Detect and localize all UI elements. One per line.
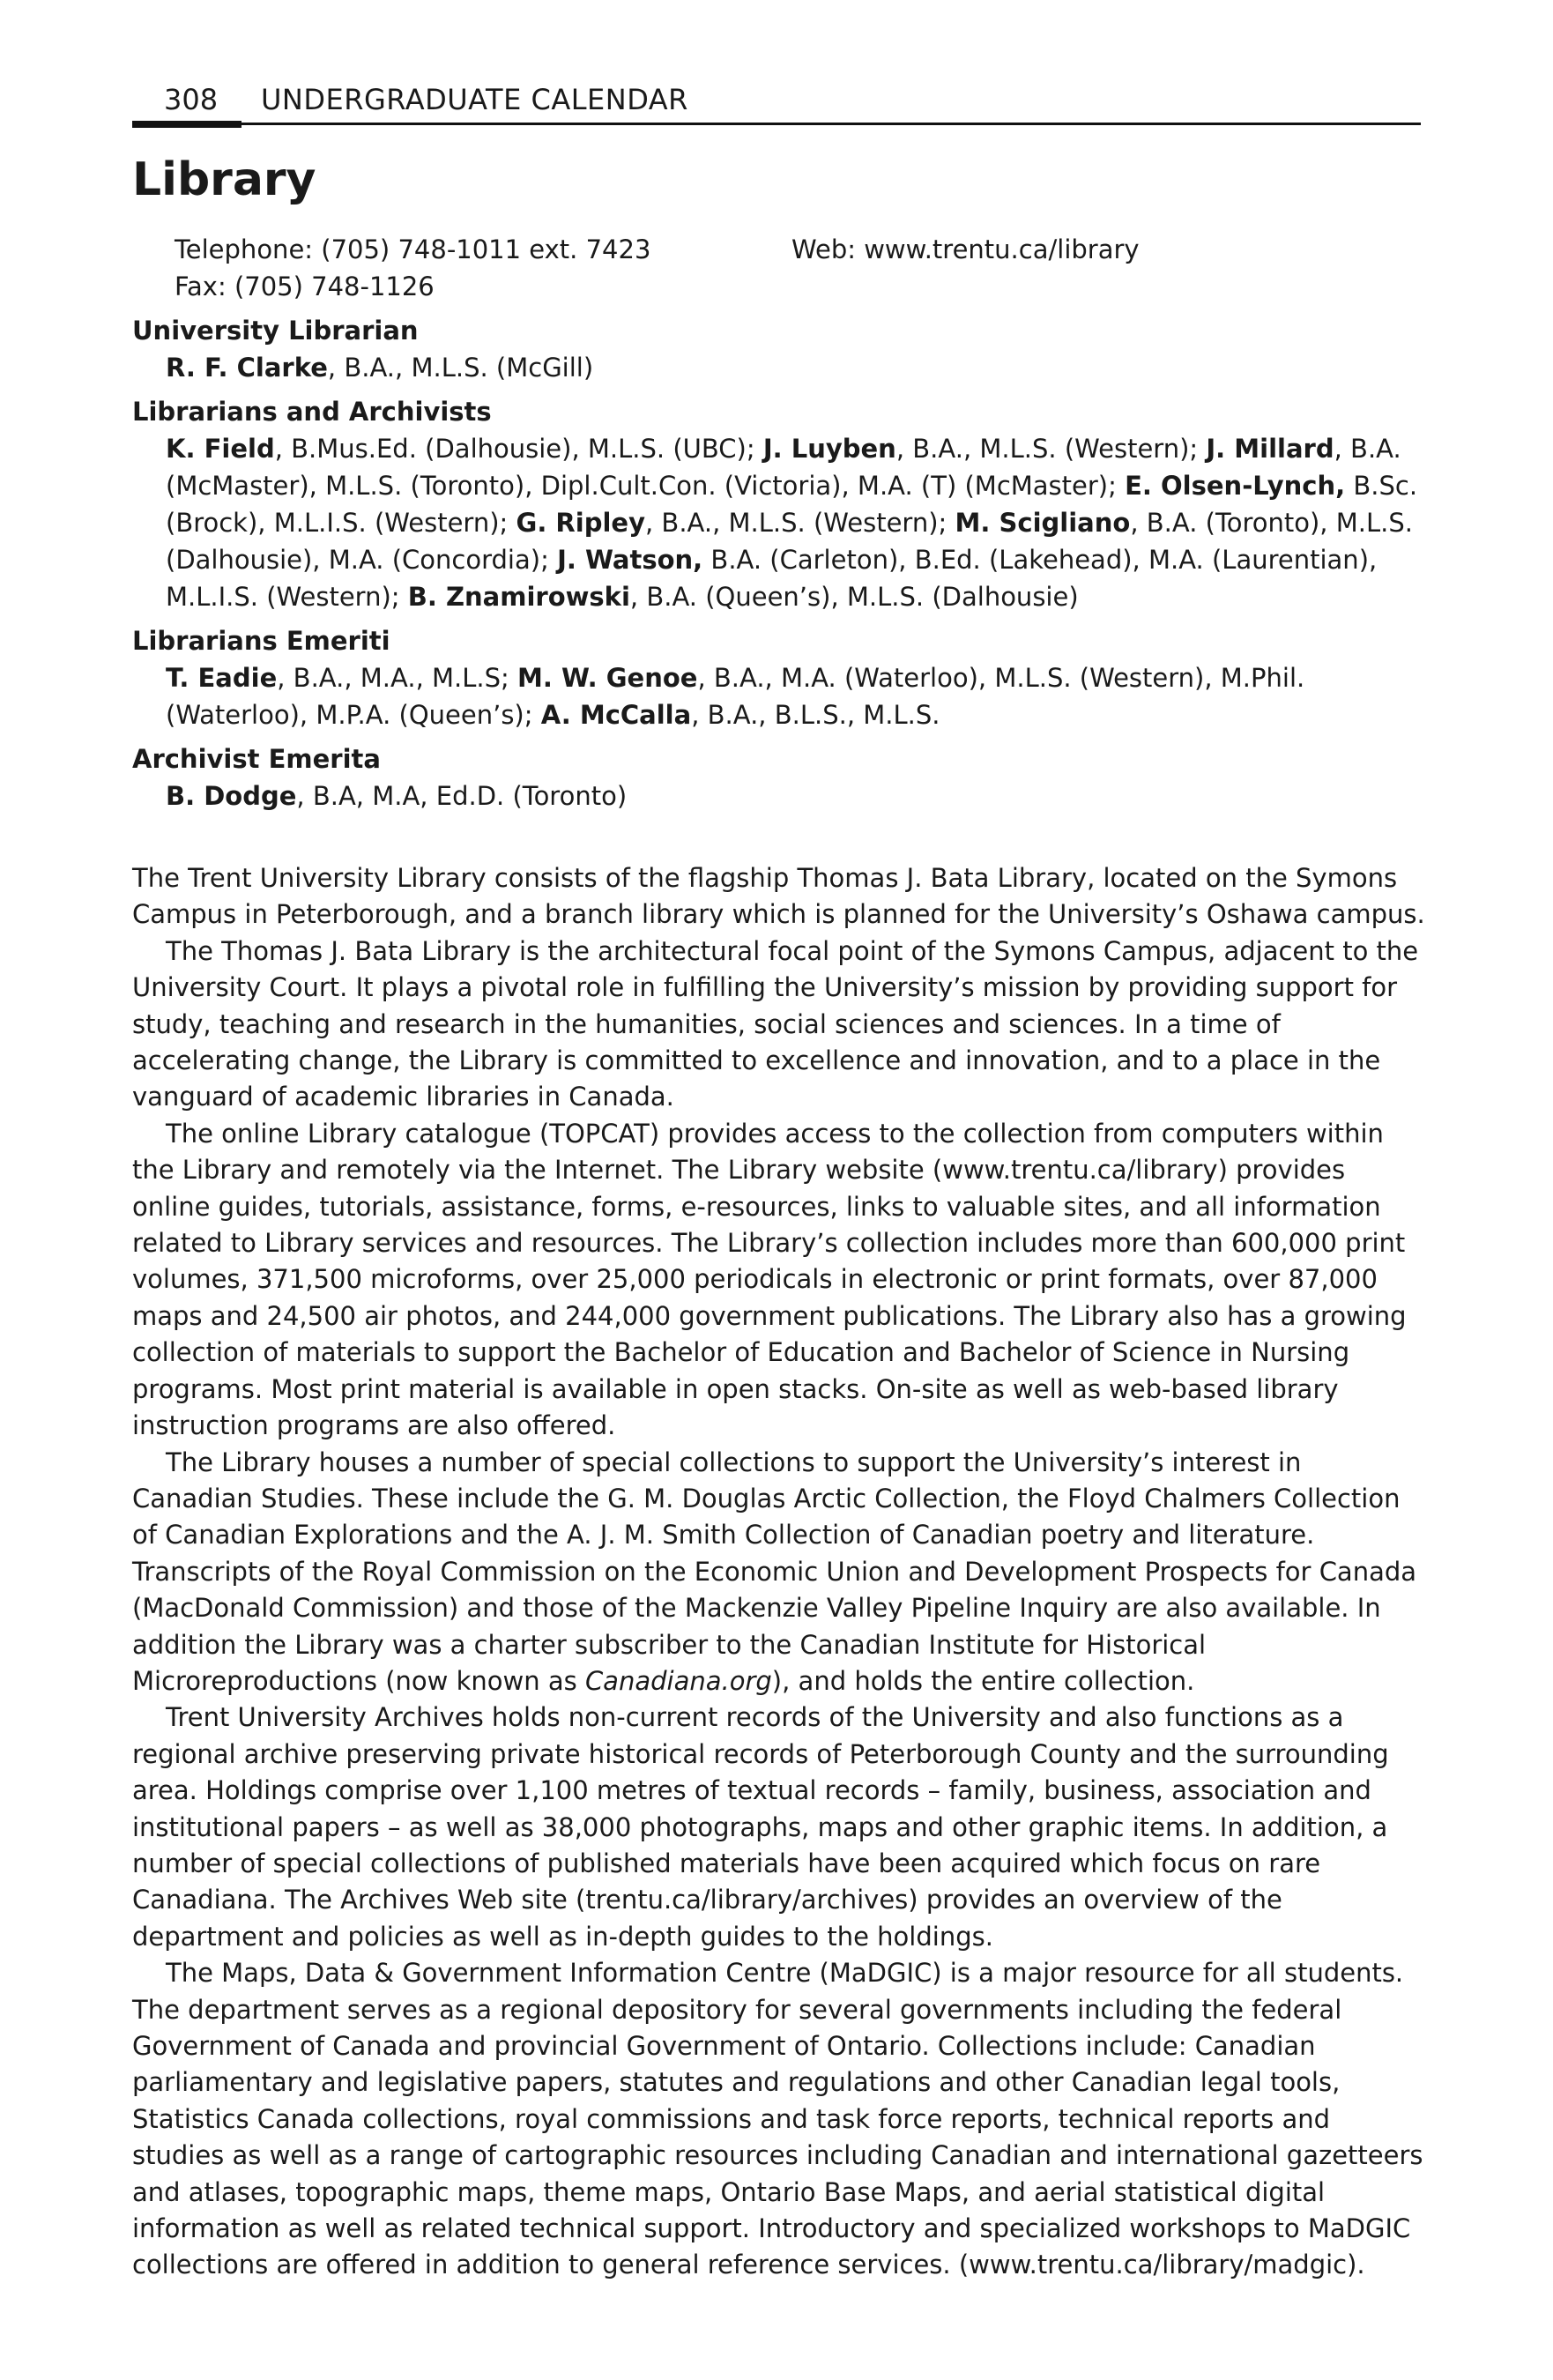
person-name: G. Ripley [516,508,645,538]
telephone: Telephone: (705) 748-1011 ext. 7423 [175,234,651,264]
librarians-emeriti-heading: Librarians Emeriti [132,626,390,656]
university-librarian-heading: University Librarian [132,316,419,346]
page-number: 308 [164,83,219,116]
person-credentials: B.Sc. (Brock), M.L.I.S. (Western); [166,471,1418,538]
librarians-archivists-heading: Librarians and Archivists [132,397,492,427]
person-credentials: , B.A., M.L.S. (McGill) [327,353,594,383]
person-credentials: , B.A., M.A., M.L.S; [277,663,518,693]
person-name: B. Dodge [166,781,297,811]
running-title: UNDERGRADUATE CALENDAR [261,83,688,116]
university-librarian-list [132,349,1428,386]
paragraph-madgic: The Maps, Data & Government Information Centre (MaDGIC) is a major resource for all students. The department serves as a regional depository for several governments including the federal Government of Canada and provincial Government of Ontario. Collections include: Canadian parliamentary and legislative papers, statutes and regulations and other Canadian legal tools, Statistics Canada collections, royal commissions and task force reports, technical reports and studies as well as a range of cartographic resources including Canadian and international gazetteers and atlases, topographic maps, theme maps, Ontario Base Maps, and aerial statistical digital information as well as related technical support. Introductory and specialized workshops to MaDGIC collections are offered in addition to general reference services. (www.trentu.ca/library/madgic). [132,1958,1423,2280]
paragraph-text: The Library houses a number of special collections to support the University’s interest in Canadian Studies. These include the G. M. Douglas Arctic Collection, the Floyd Chalmers Collection of Canadian Explorations and the A. J. M. Smith Collection of Canadian poetry and literature. Transcripts of the Royal Commission on the Economic Union and Development Prospects for Canada (MacDonald Commission) and those of the Mackenzie Valley Pipeline Inquiry are also available. In addition the Library was a charter subscriber to the Canadian Institute for Historical Microreproductions (now known as [132,1447,1417,1696]
person-credentials: , B.A. (McMaster), M.L.S. (Toronto), Dipl.Cult.Con. (Victoria), M.A. (T) (McMaster); [166,434,1401,501]
person-credentials: B.A. (Carleton), B.Ed. (Lakehead), M.A. (Laurentian), M.L.I.S. (Western); [166,545,1378,612]
archivist-emerita-heading: Archivist Emerita [132,744,381,774]
person-credentials: , B.Mus.Ed. (Dalhousie), M.L.S. (UBC); [274,434,763,464]
person-name: M. W. Genoe [517,663,698,693]
paragraph-text: ), and holds the entire collection. [771,1665,1195,1696]
person-credentials: , B.A., B.L.S., M.L.S. [691,700,940,730]
librarians-archivists-list [132,430,1428,615]
header-bar [132,121,241,128]
paragraph-catalogue: The online Library catalogue (TOPCAT) provides access to the collection from computers within the Library and remotely via the Internet. The Library website (www.trentu.ca/library) provides online guides, tutorials, assistance, forms, e-resources, links to valuable sites, and all information related to Library services and resources. The Library’s collection includes more than 600,000 print volumes, 371,500 microforms, over 25,000 periodicals in electronic or print formats, over 87,000 maps and 24,500 air photos, and 244,000 government publications. The Library also has a growing collection of materials to support the Bachelor of Education and Bachelor of Science in Nursing programs. Most print material is available in open stacks. On-site as well as web-based library instruction programs are also offered. [132,1118,1407,1441]
header-rule [132,123,1421,125]
body-text [132,860,1426,2284]
person-name: A. McCalla [540,700,692,730]
paragraph-bata-library: The Thomas J. Bata Library is the architectural focal point of the Symons Campus, adjacent to the University Court. It plays a pivotal role in fulfilling the University’s mission by providing support for study, teaching and research in the humanities, social sciences and sciences. In a time of accelerating change, the Library is committed to excellence and innovation, and to a place in the vanguard of academic libraries in Canada. [132,935,1419,1112]
paragraph-overview: The Trent University Library consists of the flagship Thomas J. Bata Library, located on the Symons Campus in Peterborough, and a branch library which is planned for the University’s Oshawa campus. [132,863,1425,930]
person-credentials: , B.A., M.L.S. (Western); [644,508,955,538]
person-credentials: , B.A. (Toronto), M.L.S. (Dalhousie), M.A. (Concordia); [166,508,1413,575]
person-name: J. Watson, [557,545,703,575]
person-name: B. Znamirowski [407,582,630,612]
paragraph-archives: Trent University Archives holds non-current records of the University and also functions as a regional archive preserving private historical records of Peterborough County and the surrounding area. Holdings comprise over 1,100 metres of textual records – family, business, association and institutional papers – as well as 38,000 photographs, maps and other graphic items. In addition, a number of special collections of published materials have been acquired which focus on rare Canadiana. The Archives Web site (trentu.ca/library/archives) provides an overview of the department and policies as well as in-depth guides to the holdings. [132,1702,1389,1952]
contact-web [791,231,1140,268]
person-credentials: , B.A, M.A, Ed.D. (Toronto) [296,781,628,811]
staff-directory [132,312,1428,822]
paragraph-italic-text: Canadiana.org [584,1665,772,1696]
person-name: R. F. Clarke [166,353,328,383]
paragraph-special-collections [132,1445,1426,1700]
person-name: E. Olsen-Lynch, [1125,471,1346,501]
person-credentials: , B.A., M.L.S. (Western); [895,434,1207,464]
person-name: M. Scigliano [955,508,1131,538]
page-title: Library [132,153,316,206]
person-credentials: , B.A., M.A. (Waterloo), M.L.S. (Western), M.Phil. (Waterloo), M.P.A. (Queen’s); [166,663,1305,730]
web-address: Web: www.trentu.ca/library [791,234,1140,264]
person-name: T. Eadie [166,663,278,693]
person-name: K. Field [166,434,275,464]
fax: Fax: (705) 748-1126 [175,271,435,301]
librarians-emeriti-list [132,659,1428,733]
page-header [132,79,1421,123]
person-name: J. Luyben [762,434,896,464]
archivist-emerita-list [132,777,1428,814]
contact-phone-fax [175,231,650,305]
person-credentials: , B.A. (Queen’s), M.L.S. (Dalhousie) [629,582,1079,612]
person-name: J. Millard [1206,434,1334,464]
